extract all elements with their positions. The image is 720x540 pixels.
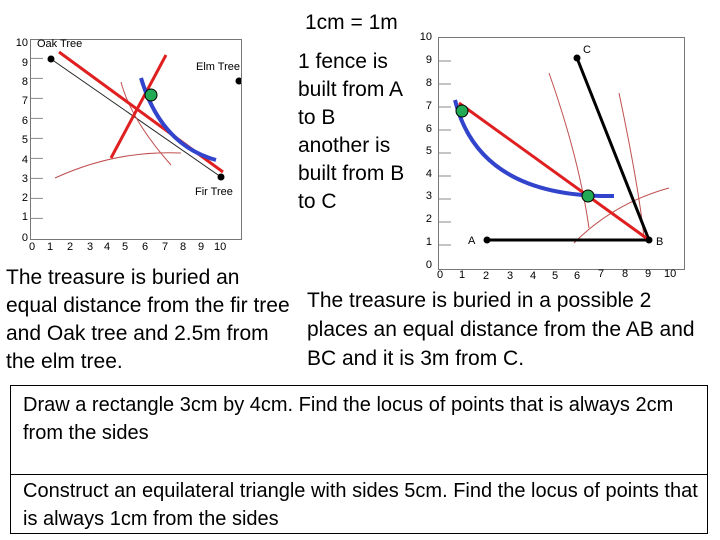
point-c xyxy=(574,55,581,62)
y-tick: 9 xyxy=(425,54,432,66)
x-tick: 10 xyxy=(664,268,677,280)
y-tick: 2 xyxy=(21,192,28,204)
x-tick: 7 xyxy=(598,268,605,280)
locus-arc xyxy=(455,100,614,196)
point-a-label: A xyxy=(468,235,476,247)
treasure-point-2 xyxy=(582,190,594,202)
y-tick: 1 xyxy=(425,236,432,248)
x-tick: 6 xyxy=(574,270,581,282)
point-c-label: C xyxy=(583,44,591,56)
x-tick: 6 xyxy=(142,241,149,253)
construction-arc xyxy=(549,73,589,228)
right-caption: The treasure is buried in a possible 2 places an equal distance from the AB and BC and it is 3m from C. xyxy=(307,289,695,370)
y-tick: 6 xyxy=(21,115,28,127)
oak-tree-label: Oak Tree xyxy=(37,38,83,50)
point-b-label: B xyxy=(656,236,664,248)
y-tick: 0 xyxy=(425,259,432,271)
scale-note: 1cm = 1m xyxy=(305,11,398,34)
y-tick: 7 xyxy=(425,100,432,112)
y-tick: 2 xyxy=(425,213,432,225)
fence-note: 1 fence is built from A to B another is built from B to C xyxy=(298,50,405,213)
x-tick: 4 xyxy=(104,241,111,253)
x-tick: 9 xyxy=(198,241,205,253)
x-tick: 8 xyxy=(622,268,629,280)
y-tick: 8 xyxy=(21,76,28,88)
y-tick: 10 xyxy=(419,31,432,43)
y-tick: 5 xyxy=(21,134,28,146)
x-tick: 5 xyxy=(122,241,129,253)
x-tick: 3 xyxy=(87,241,94,253)
y-tick: 6 xyxy=(425,123,432,135)
y-tick: 3 xyxy=(21,173,28,185)
y-tick: 9 xyxy=(21,57,28,69)
construction-arc xyxy=(55,153,181,178)
left-caption: The treasure is buried an equal distance from the fir tree and Oak tree and 2.5m from the elm tree. xyxy=(6,266,290,373)
fir-tree-point xyxy=(218,174,225,181)
y-tick: 4 xyxy=(21,154,28,166)
x-tick: 5 xyxy=(552,270,559,282)
x-tick: 3 xyxy=(507,270,514,282)
x-tick: 1 xyxy=(459,269,466,281)
x-tick: 0 xyxy=(437,269,444,281)
x-tick: 0 xyxy=(29,241,36,253)
x-tick: 2 xyxy=(483,270,490,282)
x-tick: 10 xyxy=(214,241,227,253)
elm-tree-label: Elm Tree xyxy=(196,61,241,73)
y-tick: 7 xyxy=(21,95,28,107)
x-tick: 4 xyxy=(530,270,537,282)
x-tick: 7 xyxy=(162,241,169,253)
elm-tree-point xyxy=(236,78,242,85)
fir-tree-label: Fir Tree xyxy=(195,186,233,198)
task-2-text: Construct an equilateral triangle with sides 5cm. Find the locus of points that is always 1cm from the sides xyxy=(23,480,698,530)
y-tick: 8 xyxy=(425,77,432,89)
treasure-point xyxy=(145,89,157,101)
x-tick: 9 xyxy=(645,268,652,280)
y-tick: 4 xyxy=(425,168,432,180)
task-1-text: Draw a rectangle 3cm by 4cm. Find the locus of points that is always 2cm from the sides xyxy=(23,394,674,444)
y-tick: 5 xyxy=(425,145,432,157)
y-tick: 3 xyxy=(425,190,432,202)
point-a xyxy=(484,237,491,244)
x-tick: 2 xyxy=(67,241,74,253)
task-box-1 xyxy=(10,385,708,475)
point-b xyxy=(646,237,653,244)
treasure-point-1 xyxy=(456,105,468,117)
task-box-2 xyxy=(10,474,708,534)
x-tick: 1 xyxy=(47,241,54,253)
y-tick: 0 xyxy=(21,232,28,244)
y-tick: 1 xyxy=(21,211,28,223)
x-tick: 8 xyxy=(180,241,187,253)
oak-tree-point xyxy=(48,56,55,63)
y-tick: 10 xyxy=(15,37,28,49)
